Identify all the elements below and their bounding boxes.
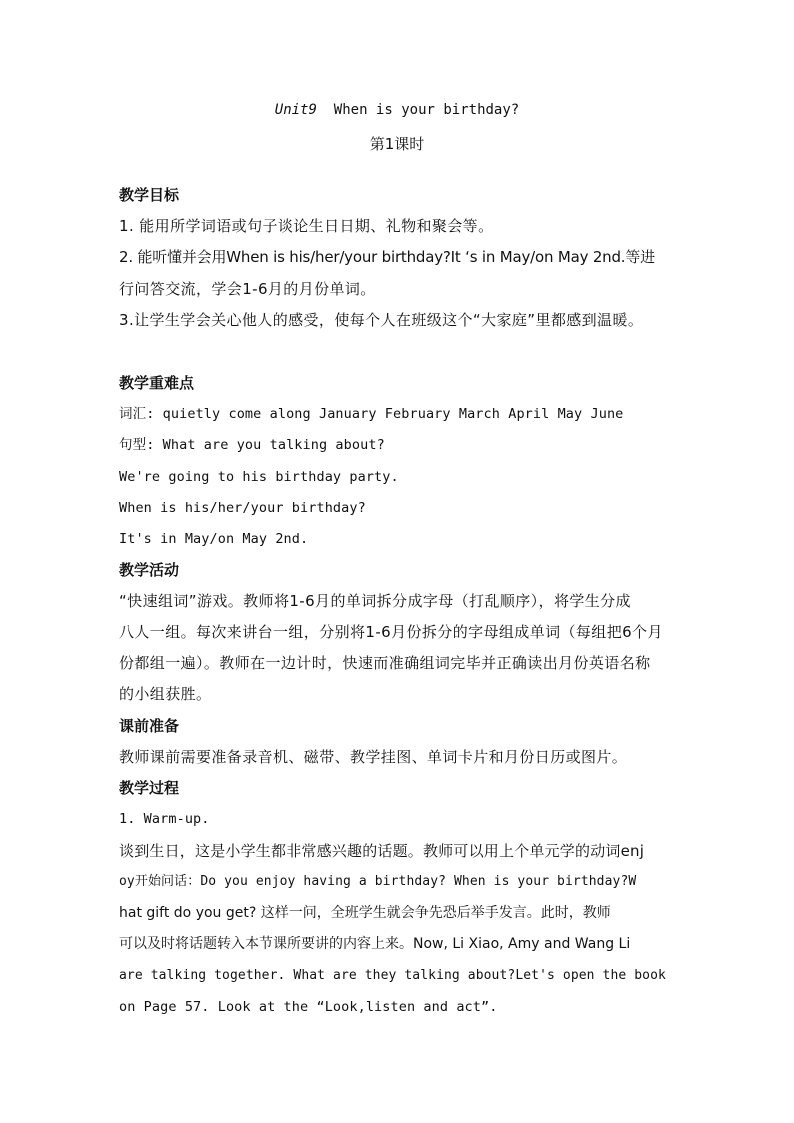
document-title [0,102,794,118]
objective-item: 2. 能听懂并会用When is his/her/your birthday?It ‘s in May/on May 2nd.等进 [119,248,655,266]
title-question: When is your birthday? [333,102,520,118]
sentence-pattern: When is his/her/your birthday? [119,500,366,516]
activities-text-line: “快速组词”游戏。教师将1-6月的单词拆分成字母（打乱顺序），将学生分成 [119,592,631,610]
process-text-line: on Page 57. Look at the “Look,listen and act”. [119,999,498,1015]
objectives-heading: 教学目标 [119,186,180,204]
activities-text-line: 份都组一遍）。教师在一边计时，快速而准确组词完毕并正确读出月份英语名称 [119,654,651,672]
key-points-heading: 教学重难点 [119,374,195,392]
preparation-heading: 课前准备 [119,717,180,735]
process-text-line: 谈到生日，这是小学生都非常感兴趣的话题。教师可以用上个单元学的动词enj [119,842,645,860]
vocabulary-line: 词汇: quietly come along January February March April May June [119,406,624,422]
activities-text-line: 的小组获胜。 [119,685,212,703]
activities-text-line: 八人一组。每次来讲台一组，分别将1-6月份拆分的字母组成单词（每组把6个月 [119,623,663,641]
sentence-pattern: We're going to his birthday party. [119,469,399,485]
preparation-text: 教师课前需要准备录音机、磁带、教学挂图、单词卡片和月份日历或图片。 [119,748,628,766]
objective-item: 行问答交流，学会1-6月的月份单词。 [119,280,376,298]
process-text-line: hat gift do you get? 这样一问，全班学生就会争先恐后举手发言。此时，教师 [119,905,611,921]
process-text-line: are talking together. What are they talking about?Let's open the book [119,968,666,983]
process-step-title: 1. Warm-up. [119,811,210,827]
process-text-line: oy开始问话：Do you enjoy having a birthday? When is your birthday?W [119,874,637,889]
unit-label: Unit9 [274,102,317,118]
lesson-label: 第1课时 [369,135,425,153]
sentence-pattern: It's in May/on May 2nd. [119,531,309,547]
process-heading: 教学过程 [119,779,180,797]
objective-item: 1. 能用所学词语或句子谈论生日日期、礼物和聚会等。 [119,217,494,235]
objective-item: 3.让学生学会关心他人的感受，使每个人在班级这个“大家庭”里都感到温暖。 [119,311,644,329]
process-text-line: 可以及时将话题转入本节课所要讲的内容上来。Now, Li Xiao, Amy and Wang Li [119,936,631,952]
activities-heading: 教学活动 [119,561,180,579]
sentence-pattern: 句型: What are you talking about? [119,437,385,453]
